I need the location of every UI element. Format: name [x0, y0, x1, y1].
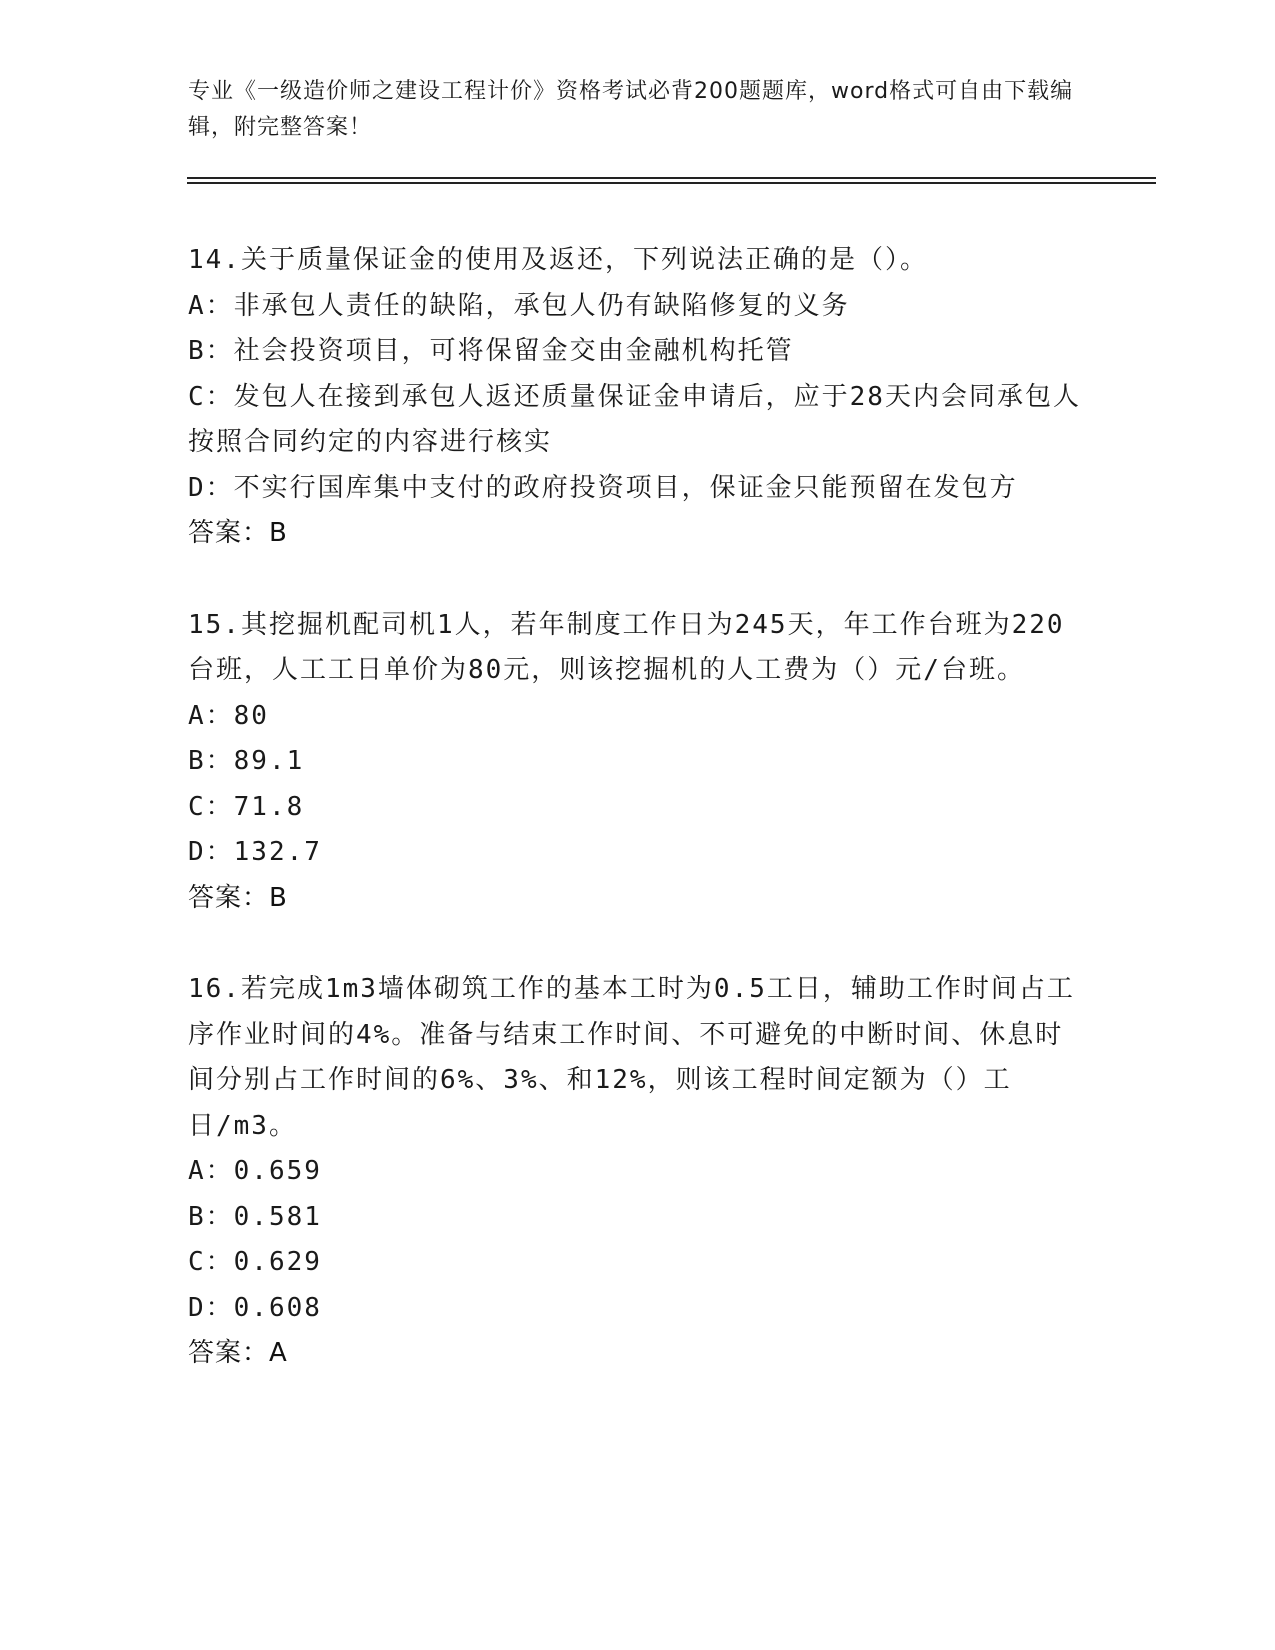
option-c: C：0.629	[188, 1247, 322, 1277]
question-14	[188, 238, 1088, 557]
question-15	[188, 603, 1088, 922]
option-c: C：71.8	[188, 791, 305, 822]
question-list	[188, 238, 1088, 1423]
option-d: D：不实行国库集中支付的政府投资项目，保证金只能预留在发包方	[188, 472, 1018, 503]
question-16	[188, 967, 1088, 1377]
answer-line: 答案：A	[188, 1338, 288, 1368]
option-a: A：非承包人责任的缺陷，承包人仍有缺陷修复的义务	[188, 290, 850, 321]
option-b: B：社会投资项目，可将保留金交由金融机构托管	[188, 336, 794, 366]
header-divider-bottom	[187, 182, 1156, 184]
header-divider-top	[187, 177, 1156, 179]
document-header: 专业《一级造价师之建设工程计价》资格考试必背200题题库，word格式可自由下载编辑，附完整答案！	[188, 79, 1074, 140]
option-a: A：0.659	[188, 1156, 322, 1186]
option-d: D：132.7	[188, 837, 322, 867]
option-b: B：0.581	[188, 1201, 322, 1232]
option-a: A：80	[188, 700, 269, 731]
question-stem: 15.其挖掘机配司机1人，若年制度工作日为245天，年工作台班为220台班，人工工日单价为80元，则该挖掘机的人工费为（）元/台班。	[188, 609, 1065, 685]
question-stem: 16.若完成1m3墙体砌筑工作的基本工时为0.5工日，辅助工作时间占工序作业时间的4%。准备与结束工作时间、不可避免的中断时间、休息时间分别占工作时间的6%、3%、和12%，则该工程时间定额为（）工日/m3。	[188, 974, 1075, 1141]
answer-line: 答案：B	[188, 518, 288, 548]
question-stem: 14.关于质量保证金的使用及返还，下列说法正确的是（）。	[188, 245, 928, 275]
answer-line: 答案：B	[188, 882, 288, 913]
option-d: D：0.608	[188, 1292, 322, 1323]
option-b: B：89.1	[188, 746, 305, 776]
option-c: C：发包人在接到承包人返还质量保证金申请后，应于28天内会同承包人按照合同约定的内容进行核实	[188, 381, 1081, 457]
